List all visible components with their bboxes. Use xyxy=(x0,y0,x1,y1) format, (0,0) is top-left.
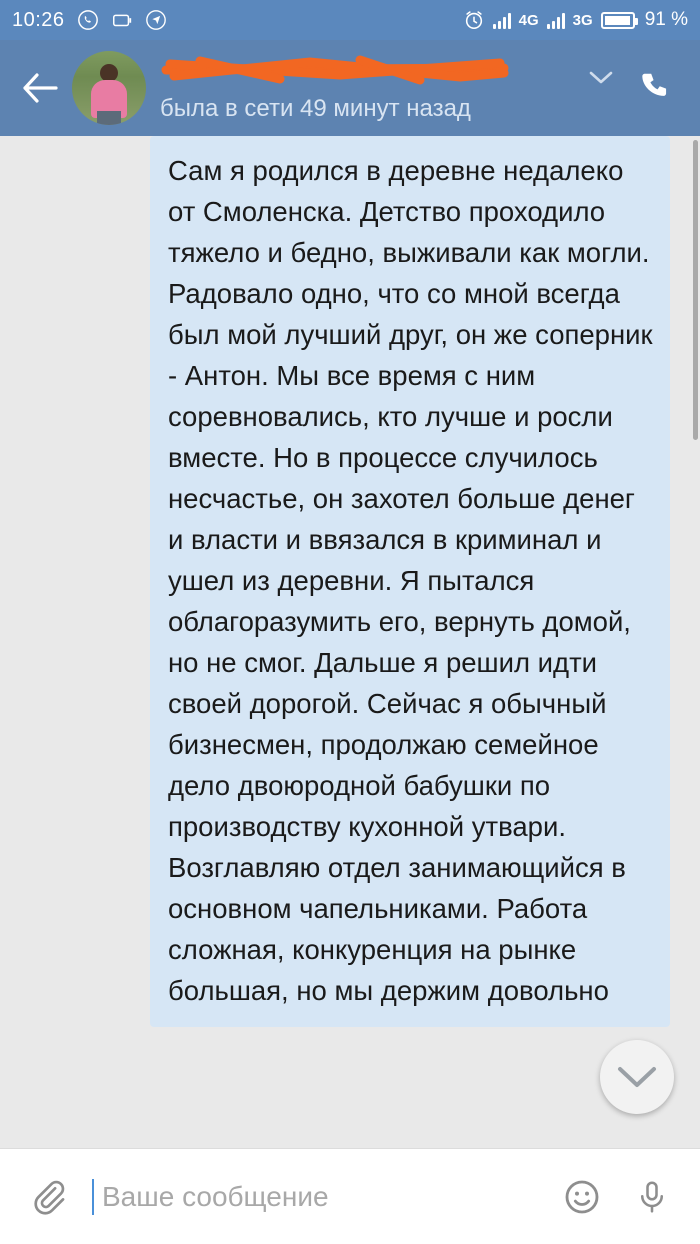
status-bar-left xyxy=(12,9,167,32)
attach-icon[interactable] xyxy=(22,1171,74,1223)
call-button[interactable] xyxy=(628,61,682,115)
battery-icon xyxy=(601,12,635,29)
contact-status: была в сети 49 минут назад xyxy=(160,95,471,122)
avatar[interactable] xyxy=(72,51,146,125)
status-clock: 10:26 xyxy=(12,8,65,31)
avatar-legs xyxy=(97,111,121,125)
battery-percent-label: 91 % xyxy=(644,9,688,30)
signal-bars-1-icon xyxy=(493,11,511,29)
text-caret xyxy=(92,1179,94,1215)
scroll-to-bottom-button[interactable] xyxy=(600,1040,674,1114)
status-bar-right xyxy=(463,9,688,31)
status-bar xyxy=(0,0,700,40)
contact-header[interactable] xyxy=(160,40,618,136)
network-type-1-label: 4G xyxy=(518,11,539,29)
message-input-bar xyxy=(0,1148,700,1244)
emoji-icon[interactable] xyxy=(556,1171,608,1223)
navigation-icon xyxy=(145,9,167,31)
network-type-2-label: 3G xyxy=(572,11,593,29)
signal-bars-2-icon xyxy=(547,11,565,29)
whatsapp-icon xyxy=(77,9,99,31)
message-bubble[interactable]: Сам я родился в деревне недалеко от Смоленска. Детство проходило тяжело и бедно, выживали как могли. Радовало одно, что со мной всегда был мой лучший друг, он же соперник - Антон. Мы все время с ним соревновались, кто лучше и росли вместе. Но в процессе случилось несчастье, он захотел больше денег и власти и ввязался в криминал и ушел из деревни. Я пытался облагоразумить его, вернуть домой, но не смог. Дальше я решил идти своей дорогой. Сейчас я обычный бизнесмен, продолжаю семейное дело двоюродной бабушки по производству кухонной утвари. Возглавляю отдел занимающийся в основном чапельниками. Работа сложная, конкуренция на рынке большая, но мы держим довольно xyxy=(150,136,670,1027)
message-input-field[interactable] xyxy=(92,1167,538,1227)
scrollbar[interactable] xyxy=(693,140,698,440)
back-button[interactable] xyxy=(14,62,66,114)
alarm-icon xyxy=(463,9,485,31)
battery-saver-icon xyxy=(111,9,133,31)
message-input-placeholder: Ваше сообщение xyxy=(102,1180,329,1212)
name-redaction-scribble xyxy=(160,55,510,85)
contact-name-row xyxy=(160,53,618,93)
conversation-area[interactable] xyxy=(0,136,700,1148)
chevron-down-icon[interactable] xyxy=(588,69,614,90)
app-bar xyxy=(0,40,700,136)
microphone-icon[interactable] xyxy=(626,1171,678,1223)
